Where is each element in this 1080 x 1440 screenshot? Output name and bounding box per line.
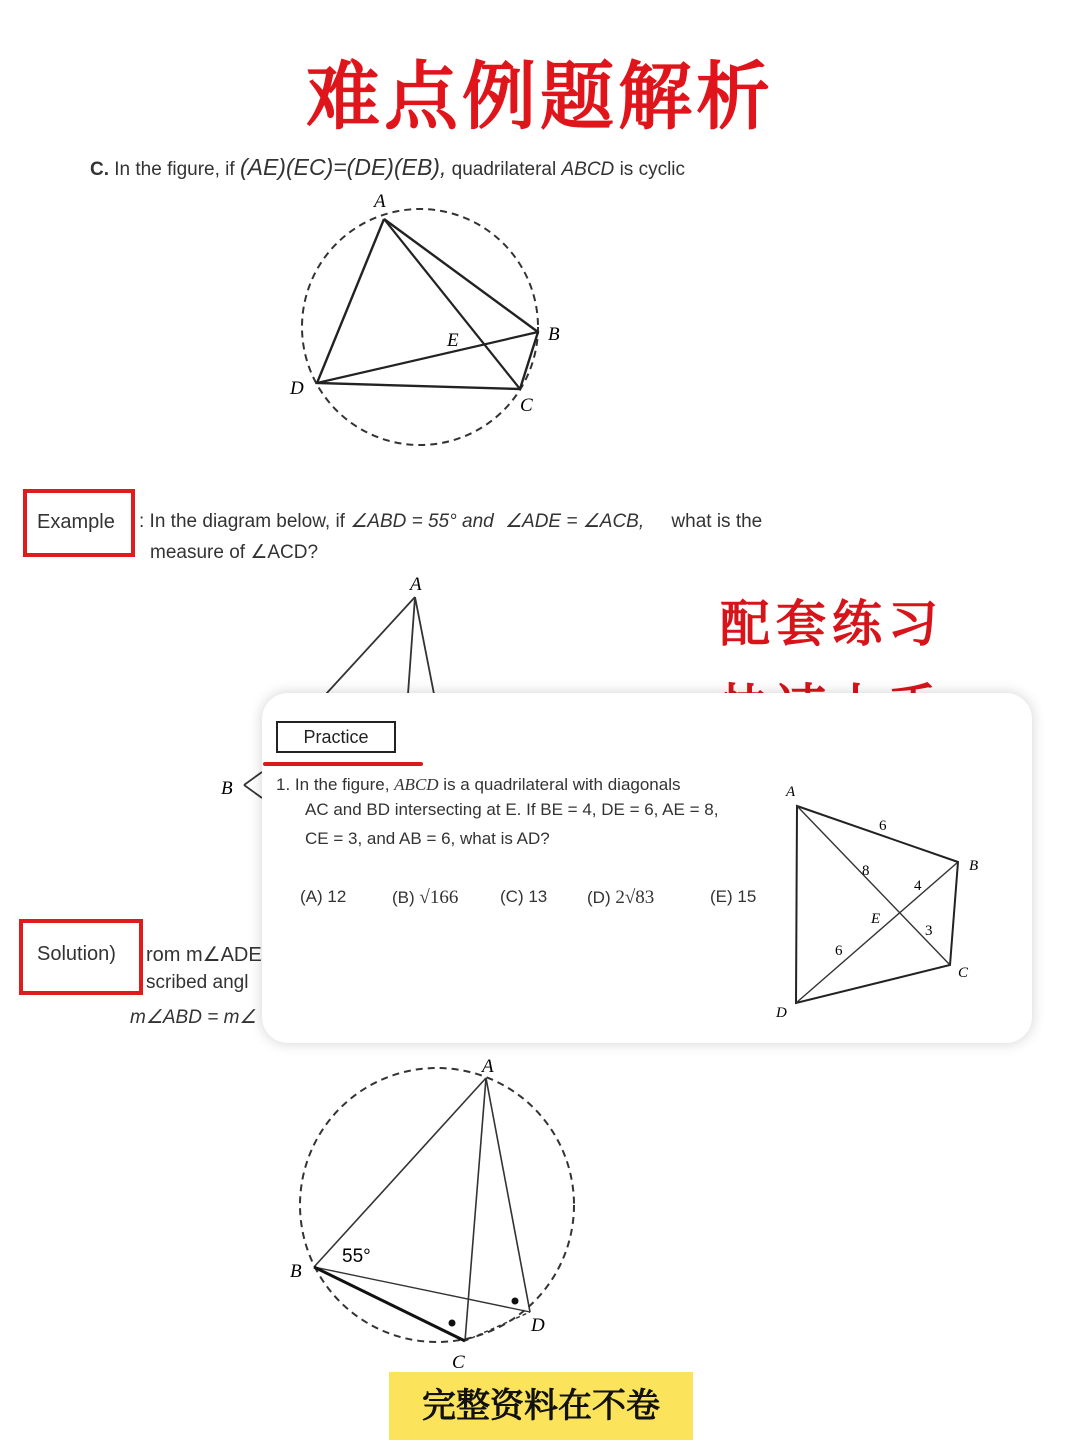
solution-line-1-tail: rom m∠ADE [146,944,262,966]
practice-underline [263,762,423,766]
bottom-banner: 完整资料在不卷 [389,1372,693,1440]
fig3-label-d: D [531,1315,545,1336]
practice-quadrilateral-figure [770,778,990,1023]
example-line-2: measure of ∠ACD? [150,542,319,563]
fig1-label-b: B [548,324,560,345]
section-c-statement [90,154,685,181]
pfig-seg-de: 6 [835,943,843,959]
section-c-prefix: C. [90,159,109,180]
practice-q-line1-c: is a quadrilateral with diagonals [443,775,681,794]
example-line-1 [139,510,762,533]
section-c-text-3: is cyclic [619,159,686,180]
pfig-label-b: B [969,858,979,874]
fig3-label-a: A [482,1056,494,1077]
example-line1-b: ∠ABD = 55° and [350,511,494,532]
solution-label: Solution) [37,943,116,965]
practice-question-line-2: AC and BD intersecting at E. If BE = 4, DE = 6, AE = 8, [305,800,719,819]
section-c-equation: (AE)(EC)=(DE)(EB), [239,154,447,180]
solution-line-3: m∠ABD = m∠ [130,1007,257,1028]
practice-label: Practice [276,721,396,753]
section-c-text-2: quadrilateral [451,159,557,180]
fig1-label-d: D [290,378,304,399]
fig1-label-e: E [447,330,459,351]
fig3-label-c: C [452,1352,465,1372]
fig3-label-b: B [290,1261,302,1282]
example-line1-a: : In the diagram below, if [139,511,345,532]
cyclic-quadrilateral-figure [280,185,580,460]
practice-q-line1-a: In the figure, [294,775,390,794]
practice-question-line-3: CE = 3, and AB = 6, what is AD? [305,829,550,848]
fig3-angle-label: 55° [342,1246,371,1267]
example-line1-d: what is the [671,511,763,532]
pfig-seg-ae: 8 [862,863,870,879]
practice-choice-d: (D) 2√83 [587,887,655,908]
overlay-line-1: 配套练习 [706,584,958,656]
fig1-label-a: A [374,191,386,212]
example-line1-c: ∠ADE = ∠ACB, [504,511,645,532]
solution-line-2-tail: scribed angl [146,972,249,993]
pfig-label-e: E [871,911,881,927]
section-c-text-1: In the figure, if [114,159,235,180]
pfig-seg-ce: 3 [925,923,933,939]
fig2-label-b: B [221,778,233,799]
example-label: Example [37,511,115,533]
practice-q-number: 1. [276,775,291,794]
solution-circle-figure [280,1052,590,1372]
practice-q-line1-b: ABCD [394,775,439,794]
pfig-label-c: C [958,965,969,981]
practice-question-line-1 [276,775,681,795]
pfig-seg-ab: 6 [879,818,887,834]
practice-choice-c: (C) 13 [500,887,548,906]
section-c-quad: ABCD [561,159,615,180]
pfig-label-a: A [786,784,796,800]
practice-choice-e: (E) 15 [710,887,757,906]
practice-choice-b: (B) √166 [392,887,459,908]
fig1-label-c: C [520,395,533,416]
fig2-label-a: A [410,574,422,595]
pfig-label-d: D [776,1005,787,1021]
pfig-seg-be: 4 [914,878,922,894]
practice-choice-a: (A) 12 [300,887,347,906]
page-title: 难点例题解析 [306,54,774,140]
